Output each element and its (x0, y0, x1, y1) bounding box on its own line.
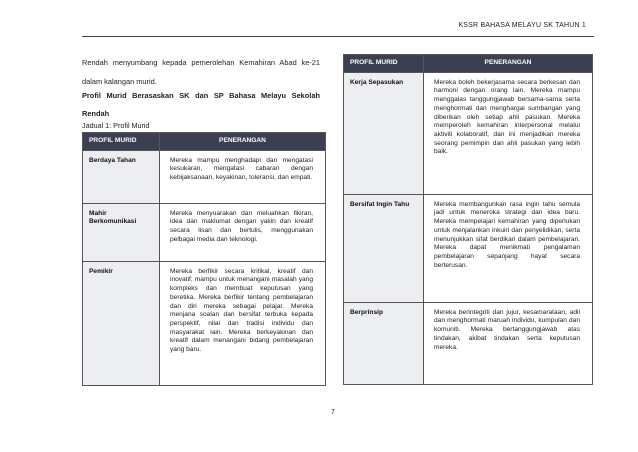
table-header-row (83, 133, 326, 151)
intro-paragraph: Rendah menyumbang kepada pemerolehan Kemahiran Abad ke-21 dalam kalangan murid. (82, 58, 320, 86)
column-header-profile: PROFIL MURID (83, 133, 160, 151)
profile-table-right (343, 54, 593, 385)
header-divider (82, 36, 594, 37)
profile-description: Mereka menyuarakan dan meluahkan fikiran, idea dan maklumat dengan yakin dan kreatif secara lisan dan bertulis, menggunakan pelbagai media dan teknologi. (160, 203, 326, 261)
table-row (83, 150, 326, 203)
table-row (344, 72, 593, 194)
profile-name: Mahir Berkomunikasi (83, 203, 160, 261)
profile-description: Mereka berfikir secara kritikal, kreatif dan inovatif; mampu untuk menangani masalah yang kompleks dan membuat keputusan yang beretika. Mereka berfikir tentang pembelajaran dan diri mereka sebagai pelajar. Mereka menjana soalan dan bersifat terbuka kepada perspektif, nilai dan tradisi individu dan masyarakat lain. Mereka berkeyakinan dan kreatif dalam menangani bidang pembelajaran yang baru. (160, 261, 326, 385)
table-row (83, 203, 326, 261)
profile-description: Mereka mampu menghadapi dan mengatasi kesukaran, mengatasi cabaran dengan kebijaksanaan, keyakinan, toleransi, dan empati. (160, 150, 326, 203)
table-row (344, 194, 593, 302)
column-header-description: PENERANGAN (424, 55, 593, 73)
running-header: KSSR BAHASA MELAYU SK TAHUN 1 (458, 22, 586, 29)
table-row (83, 261, 326, 385)
profile-name: Berdaya Tahan (83, 150, 160, 203)
profile-description: Mereka membangunkan rasa ingin tahu semula jadi untuk meneroka strategi dan idea baru. Mereka mempelajari kemahiran yang diperlukan untuk menjalankan inkuiri dan penyelidikan, serta menunjukkan sifat berdikari dalam pembelajaran. Mereka dapat menikmati pengalaman pembelajaran sepanjang hayat secara berterusan. (424, 194, 593, 302)
profile-description: Mereka boleh bekerjasama secara berkesan dan harmoni dengan orang lain. Mereka mampu menggalas tanggungjawab bersama-sama serta menghormati dan menghargai sumbangan yang diberikan oleh setiap ahli pasukan. Mereka memperoleh kemahiran interpersonal melalui aktiviti kolaboratif, dan ini menjadikan mereka seorang pemimpin dan ahli pasukan yang lebih baik. (424, 72, 593, 194)
table-caption: Jadual 1: Profil Murid (82, 121, 150, 130)
profile-name: Kerja Sepasukan (344, 72, 424, 194)
profile-table-left (82, 132, 326, 386)
section-subheading: Profil Murid Berasaskan SK dan SP Bahasa Melayu Sekolah Rendah (82, 91, 320, 118)
page-number: 7 (331, 409, 335, 416)
profile-name: Pemikir (83, 261, 160, 385)
column-header-description: PENERANGAN (160, 133, 326, 151)
profile-name: Bersifat Ingin Tahu (344, 194, 424, 302)
table-row (344, 302, 593, 384)
table-header-row (344, 55, 593, 73)
profile-description: Mereka berintegriti dan jujur, kesamarataan, adil dan menghormati maruah individu, kumpulan dan komuniti. Mereka bertanggungjawab atas tindakan, akibat tindakan serta keputusan mereka. (424, 302, 593, 384)
profile-name: Berprinsip (344, 302, 424, 384)
column-header-profile: PROFIL MURID (344, 55, 424, 73)
